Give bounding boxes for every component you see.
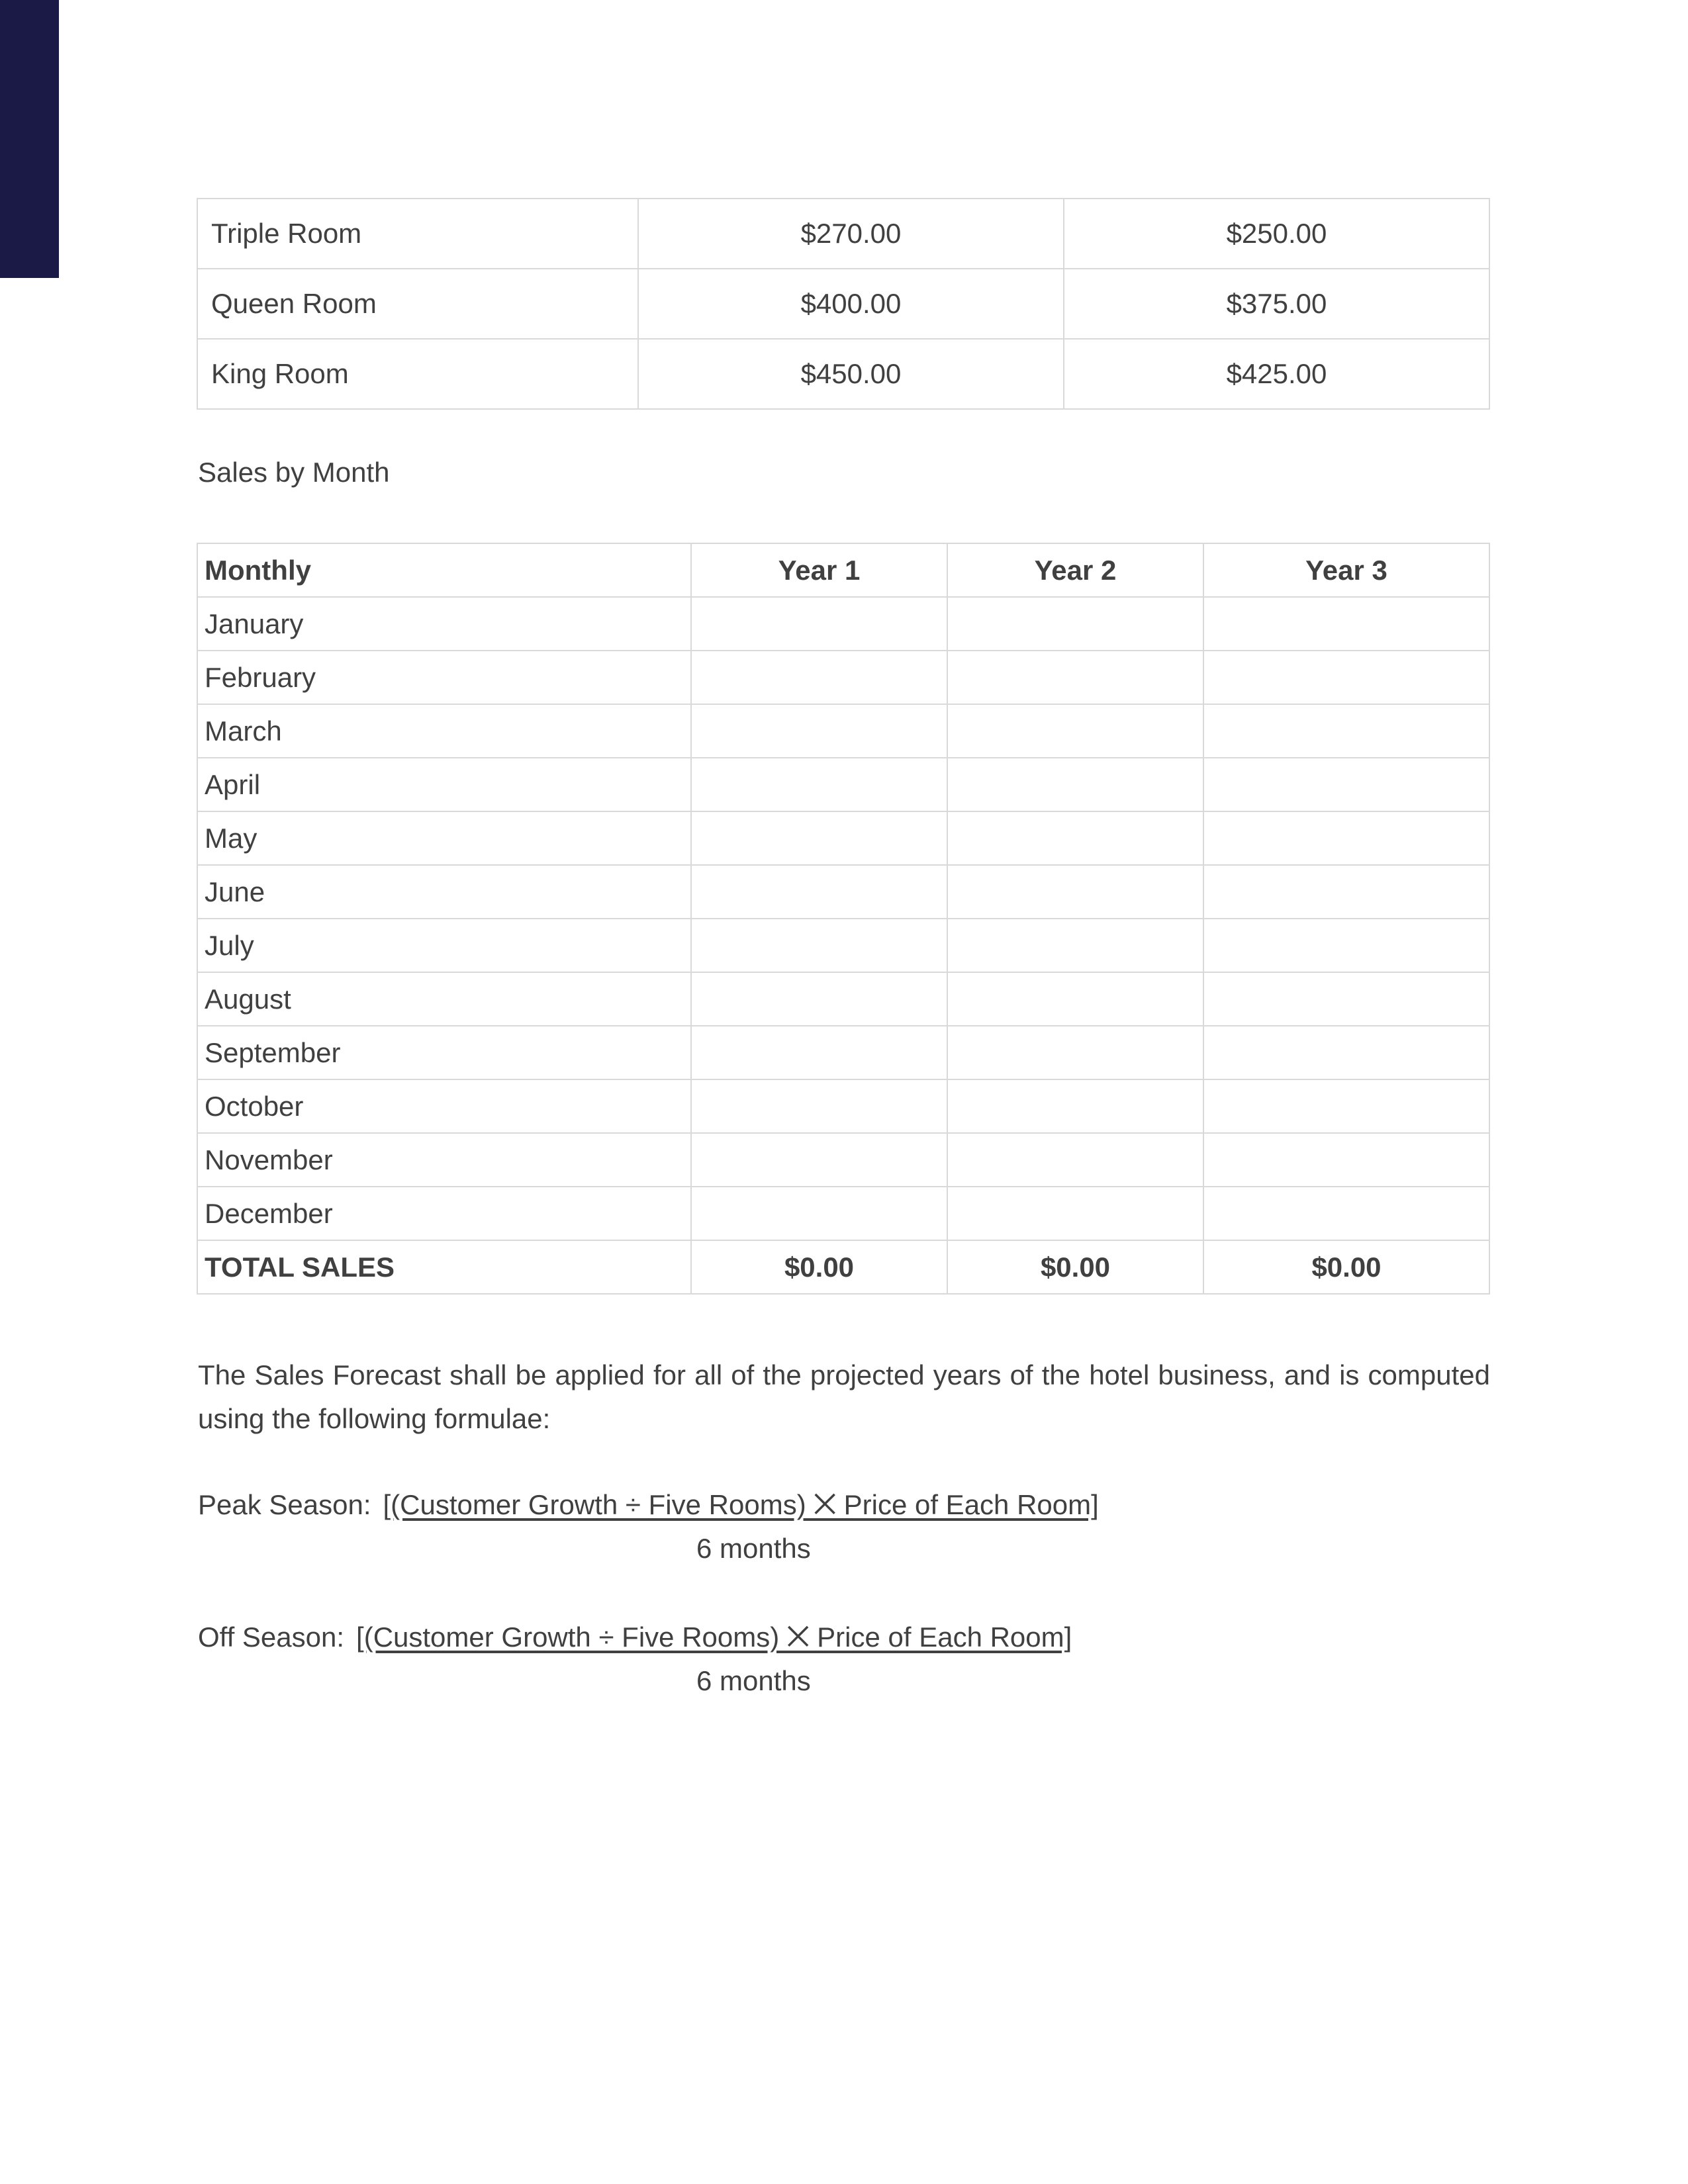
- room-price: $425.00: [1064, 339, 1489, 409]
- table-row: [197, 758, 1489, 811]
- sales-cell: [1203, 1187, 1489, 1240]
- month-label: July: [197, 919, 691, 972]
- sales-cell: [691, 704, 947, 758]
- room-name: Triple Room: [197, 199, 638, 269]
- sales-cell: [947, 811, 1203, 865]
- total-value: $0.00: [947, 1240, 1203, 1294]
- sales-cell: [947, 865, 1203, 919]
- table-row: [197, 339, 1489, 409]
- sales-cell: [1203, 758, 1489, 811]
- table-row: [197, 199, 1489, 269]
- room-price: $400.00: [638, 269, 1064, 339]
- table-row: [197, 1026, 1489, 1079]
- total-value: $0.00: [691, 1240, 947, 1294]
- sales-by-month-heading: Sales by Month: [198, 457, 390, 488]
- peak-season-denominator: 6 months: [696, 1533, 811, 1564]
- room-price: $270.00: [638, 199, 1064, 269]
- table-row: [197, 972, 1489, 1026]
- total-value: $0.00: [1203, 1240, 1489, 1294]
- sales-cell: [691, 1187, 947, 1240]
- column-header: Monthly: [197, 543, 691, 597]
- sales-cell: [1203, 865, 1489, 919]
- month-label: November: [197, 1133, 691, 1187]
- sales-cell: [947, 1026, 1203, 1079]
- sales-cell: [947, 972, 1203, 1026]
- sales-cell: [691, 919, 947, 972]
- total-row: [197, 1240, 1489, 1294]
- sales-by-month-table: [197, 543, 1490, 1295]
- sales-cell: [947, 1079, 1203, 1133]
- sales-cell: [1203, 811, 1489, 865]
- sales-cell: [691, 597, 947, 651]
- column-header: Year 2: [947, 543, 1203, 597]
- sales-cell: [691, 811, 947, 865]
- decorative-side-bar: [0, 0, 59, 278]
- month-label: May: [197, 811, 691, 865]
- sales-cell: [691, 865, 947, 919]
- sales-cell: [691, 1133, 947, 1187]
- forecast-description: The Sales Forecast shall be applied for all of the projected years of the hotel business, and is computed using the following formulae:: [198, 1359, 1490, 1434]
- sales-cell: [691, 972, 947, 1026]
- table-row: [197, 1133, 1489, 1187]
- peak-season-expression: [(Customer Growth ÷ Five Rooms) ⨉ Price of Each Room]: [383, 1489, 1099, 1520]
- month-label: December: [197, 1187, 691, 1240]
- table-row: [197, 1187, 1489, 1240]
- sales-cell: [691, 758, 947, 811]
- column-header: Year 1: [691, 543, 947, 597]
- table-row: [197, 811, 1489, 865]
- room-price: $250.00: [1064, 199, 1489, 269]
- room-name: King Room: [197, 339, 638, 409]
- table-row: [197, 919, 1489, 972]
- peak-season-label: Peak Season:: [198, 1489, 371, 1520]
- month-label: August: [197, 972, 691, 1026]
- off-season-formula: [198, 1621, 1072, 1654]
- total-label: TOTAL SALES: [197, 1240, 691, 1294]
- room-price: $375.00: [1064, 269, 1489, 339]
- sales-cell: [1203, 597, 1489, 651]
- sales-cell: [1203, 1133, 1489, 1187]
- table-row: [197, 269, 1489, 339]
- sales-cell: [691, 1079, 947, 1133]
- sales-cell: [1203, 1026, 1489, 1079]
- table-row: [197, 651, 1489, 704]
- month-label: October: [197, 1079, 691, 1133]
- table-header-row: [197, 543, 1489, 597]
- month-label: September: [197, 1026, 691, 1079]
- sales-cell: [1203, 1079, 1489, 1133]
- month-label: January: [197, 597, 691, 651]
- sales-cell: [1203, 919, 1489, 972]
- sales-cell: [691, 651, 947, 704]
- sales-cell: [947, 704, 1203, 758]
- room-name: Queen Room: [197, 269, 638, 339]
- peak-season-formula: [198, 1489, 1099, 1522]
- month-label: April: [197, 758, 691, 811]
- month-label: June: [197, 865, 691, 919]
- sales-cell: [947, 1133, 1203, 1187]
- table-row: [197, 865, 1489, 919]
- table-row: [197, 704, 1489, 758]
- sales-cell: [947, 1187, 1203, 1240]
- sales-cell: [691, 1026, 947, 1079]
- sales-cell: [947, 597, 1203, 651]
- sales-cell: [1203, 972, 1489, 1026]
- sales-cell: [947, 651, 1203, 704]
- sales-cell: [947, 758, 1203, 811]
- column-header: Year 3: [1203, 543, 1489, 597]
- sales-cell: [1203, 651, 1489, 704]
- table-row: [197, 1079, 1489, 1133]
- off-season-denominator: 6 months: [696, 1665, 811, 1696]
- sales-cell: [1203, 704, 1489, 758]
- month-label: March: [197, 704, 691, 758]
- table-row: [197, 597, 1489, 651]
- sales-cell: [947, 919, 1203, 972]
- room-price-table: [197, 198, 1490, 410]
- off-season-expression: [(Customer Growth ÷ Five Rooms) ⨉ Price of Each Room]: [356, 1621, 1072, 1653]
- room-price: $450.00: [638, 339, 1064, 409]
- off-season-label: Off Season:: [198, 1621, 345, 1653]
- month-label: February: [197, 651, 691, 704]
